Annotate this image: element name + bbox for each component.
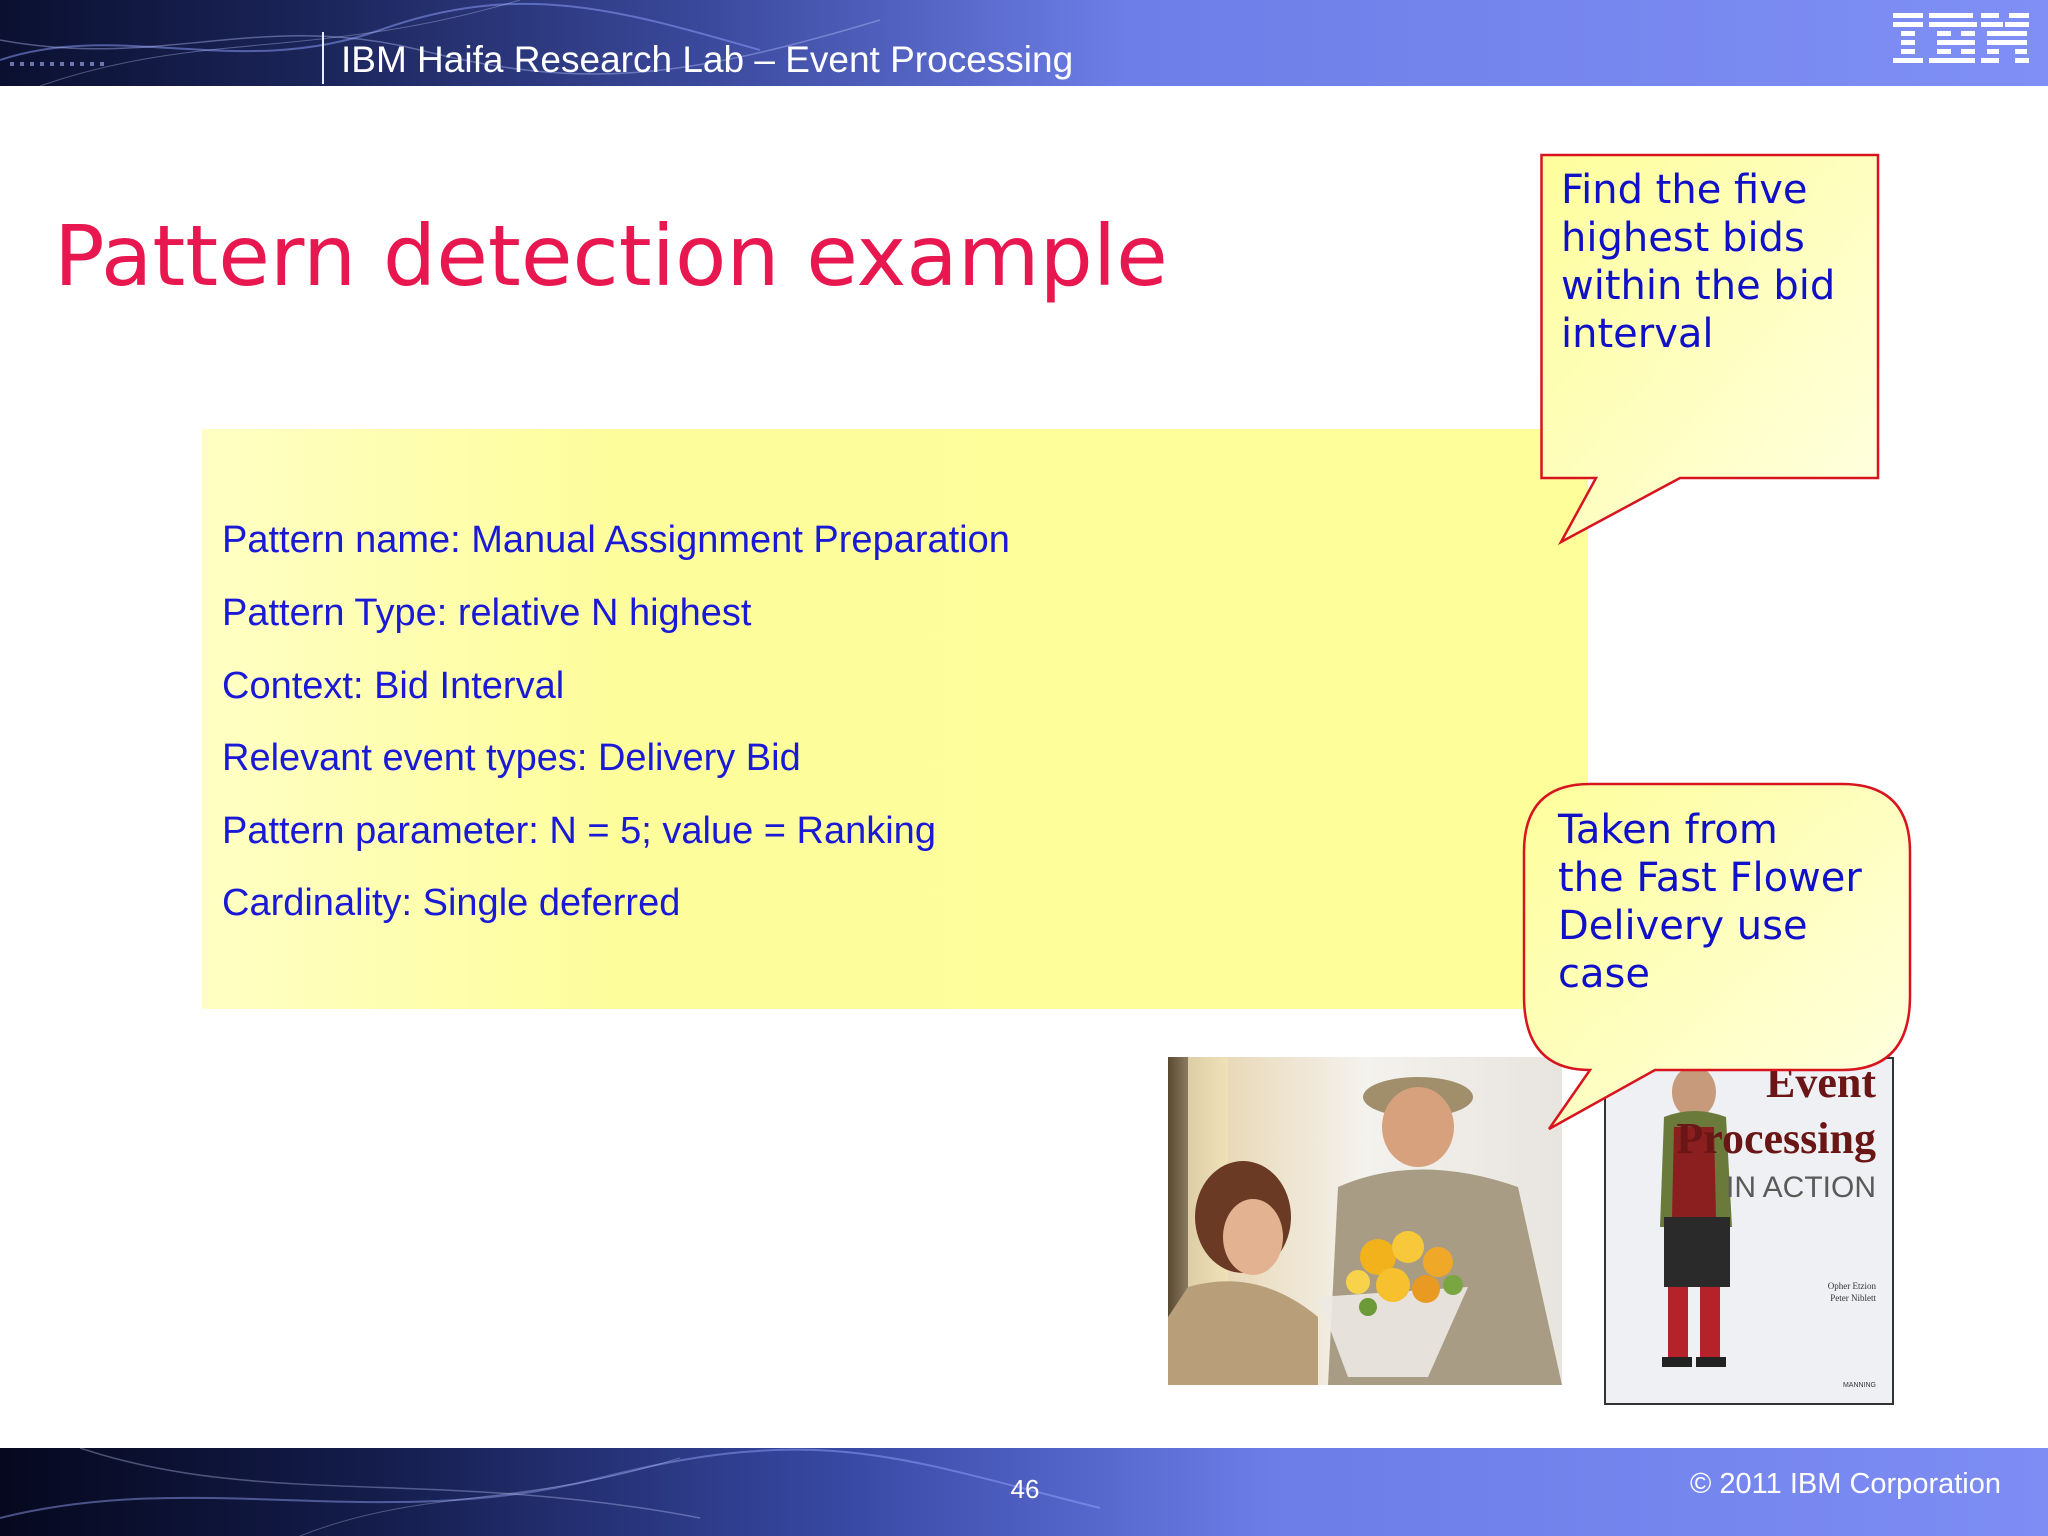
slide-title: Pattern detection example [54,207,1168,305]
top-callout-line: interval [1561,311,1714,357]
copyright-text: © 2011 IBM Corporation [1690,1468,2001,1500]
pattern-type-line: Pattern Type: relative N highest [222,592,752,634]
footer-swirl-graphic [0,1448,1100,1536]
pattern-name-line: Pattern name: Manual Assignment Preparation [222,519,1010,561]
page-number: 46 [1010,1474,1040,1504]
top-callout-line: Find the five [1561,167,1808,213]
pattern-parameter-line: Pattern parameter: N = 5; value = Ranking [222,810,936,852]
top-callout-line: highest bids [1561,215,1805,261]
book-title-3: IN ACTION [1725,1171,1876,1204]
header-title: IBM Haifa Research Lab – Event Processing [341,39,1074,80]
bottom-callout-text [1558,806,1862,998]
book-author-2: Peter Niblett [1830,1293,1876,1303]
book-author-1: Opher Etzion [1827,1281,1876,1291]
bottom-callout-line: the Fast Flower [1558,855,1862,901]
bottom-callout-line: case [1558,951,1650,997]
ibm-logo [1893,13,2031,69]
header-divider [322,32,324,84]
header-band [0,0,2048,86]
book-publisher: MANNING [1842,1382,1876,1389]
top-callout-text [1561,166,1835,358]
context-line: Context: Bid Interval [222,665,565,707]
bottom-callout-line: Delivery use [1558,903,1808,949]
cardinality-line: Cardinality: Single deferred [222,882,681,924]
flower-delivery-photo [1168,1057,1562,1385]
top-callout-line: within the bid [1561,263,1836,309]
book-title-1: Event [1766,1058,1876,1107]
event-types-line: Relevant event types: Delivery Bid [222,737,801,779]
bottom-callout-line: Taken from [1558,807,1778,853]
book-title-2: Processing [1676,1114,1876,1163]
